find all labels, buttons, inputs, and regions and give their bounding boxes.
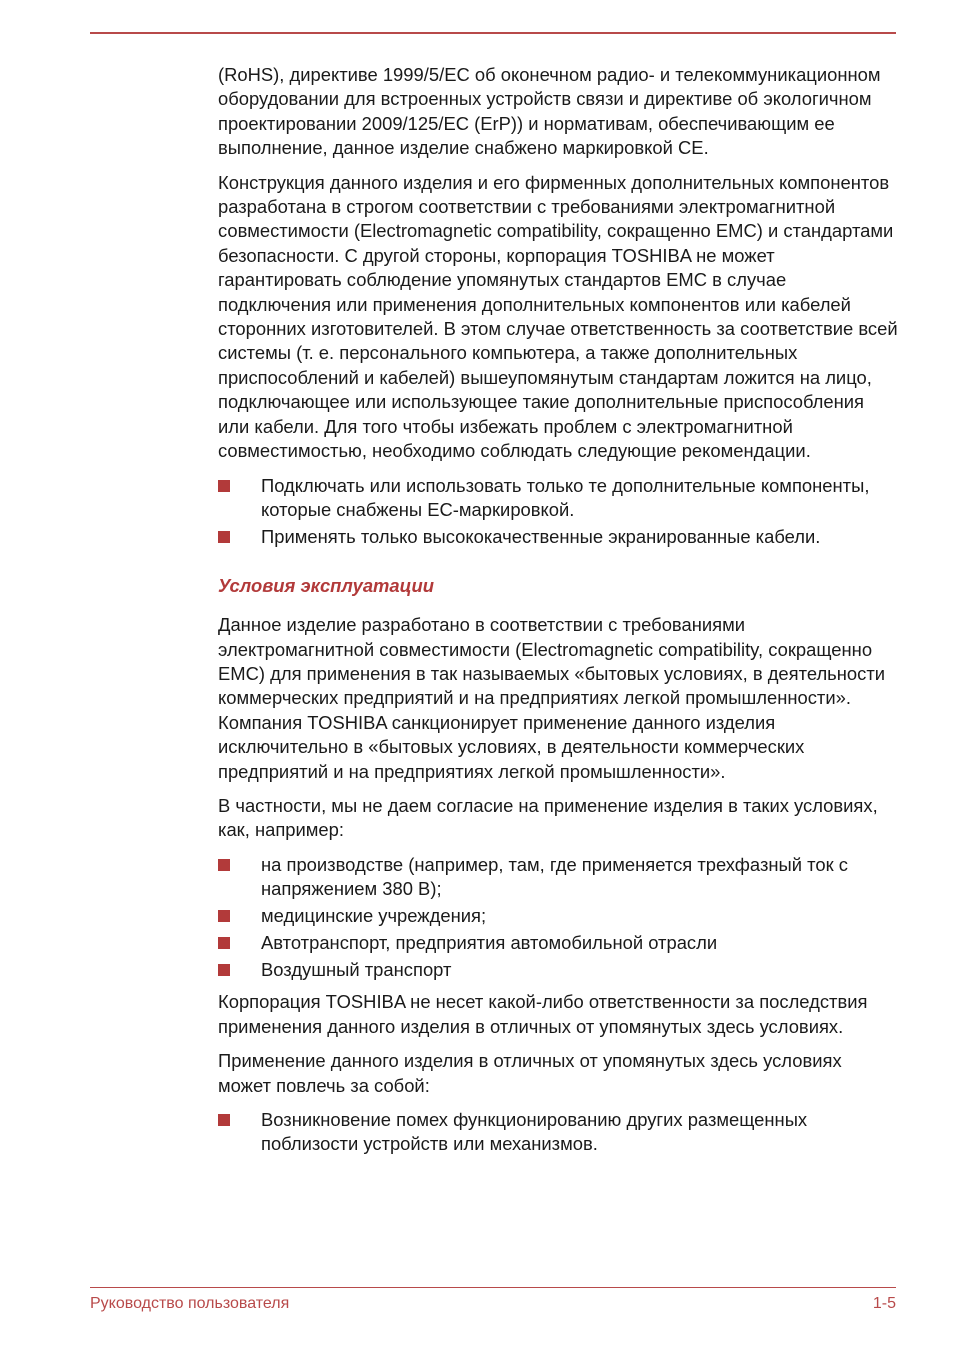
paragraph-liability: Корпорация TOSHIBA не несет какой-либо ответственности за последствия применения данного изделия в отличных от упомянутых здесь условиях. bbox=[218, 991, 868, 1037]
paragraph-consequences: Применение данного изделия в отличных от упомянутых здесь условиях может повлечь за собой: bbox=[218, 1050, 842, 1096]
section-heading: Условия эксплуатации bbox=[218, 575, 434, 597]
list-item: Возникновение помех функционированию других размещенных поблизости устройств или механизмов. bbox=[218, 1108, 898, 1157]
list-item: на производстве (например, там, где применяется трехфазный ток с напряжением 380 В); bbox=[218, 853, 898, 902]
list-item: Применять только высококачественные экранированные кабели. bbox=[218, 525, 898, 549]
paragraph-rohs: (RoHS), директиве 1999/5/EC об оконечном радио- и телекоммуникационном оборудовании для встроенных устройств связи и директиве об экологичном проектировании 2009/125/EC (ErP)) и нормативам, обеспечивающим ее выполнение, данное изделие снабжено маркировкой CE. bbox=[218, 64, 881, 159]
bullet-list-environments bbox=[218, 853, 898, 983]
square-bullet-icon bbox=[218, 1114, 230, 1126]
square-bullet-icon bbox=[218, 480, 230, 492]
page-content bbox=[218, 63, 898, 1165]
paragraph-emc: Конструкция данного изделия и его фирменных дополнительных компонентов разработана в строгом соответствии с требованиями электромагнитной совместимости (Electromagnetic compatibility, сокращенно EMC) и стандартами безопасности. С другой стороны, корпорация TOSHIBA не может гарантировать соблюдение упомянутых стандартов EMC в случае подключения или применения дополнительных компонентов или кабелей сторонних изготовителей. В этом случае ответственность за соответствие всей системы (т. е. персонального компьютера, а также дополнительных приспособлений и кабелей) вышеупомянутым стандартам ложится на лицо, подключающее или использующее такие дополнительные приспособления или кабели. Для того чтобы избежать проблем с электромагнитной совместимостью, необходимо соблюдать следующие рекомендации. bbox=[218, 171, 898, 462]
list-item: медицинские учреждения; bbox=[218, 904, 898, 928]
header-rule bbox=[90, 32, 896, 34]
bullet-list-recommendations bbox=[218, 474, 898, 550]
page-number: 1-5 bbox=[872, 1295, 896, 1312]
square-bullet-icon bbox=[218, 964, 230, 976]
list-item: Подключать или использовать только те дополнительные компоненты, которые снабжены EC-маркировкой. bbox=[218, 474, 898, 523]
footer-rule bbox=[90, 1287, 896, 1288]
square-bullet-icon bbox=[218, 937, 230, 949]
list-item: Автотранспорт, предприятия автомобильной отрасли bbox=[218, 931, 898, 955]
square-bullet-icon bbox=[218, 531, 230, 543]
paragraph-conditions: Данное изделие разработано в соответствии с требованиями электромагнитной совместимости (Electromagnetic compatibility, сокращенно EMC) для применения в так называемых «бытовых условиях, в деятельности коммерческих предприятий и на предприятиях легкой промышленности». Компания TOSHIBA санкционирует применение данного изделия исключительно в «бытовых условиях, в деятельности коммерческих предприятий и на предприятиях легкой промышленности». bbox=[218, 614, 886, 782]
paragraph-not-allowed: В частности, мы не даем согласие на применение изделия в таких условиях, как, например: bbox=[218, 795, 878, 841]
footer-title: Руководство пользователя bbox=[90, 1295, 290, 1312]
bullet-list-consequences bbox=[218, 1108, 898, 1157]
list-item: Воздушный транспорт bbox=[218, 958, 898, 982]
square-bullet-icon bbox=[218, 910, 230, 922]
square-bullet-icon bbox=[218, 859, 230, 871]
